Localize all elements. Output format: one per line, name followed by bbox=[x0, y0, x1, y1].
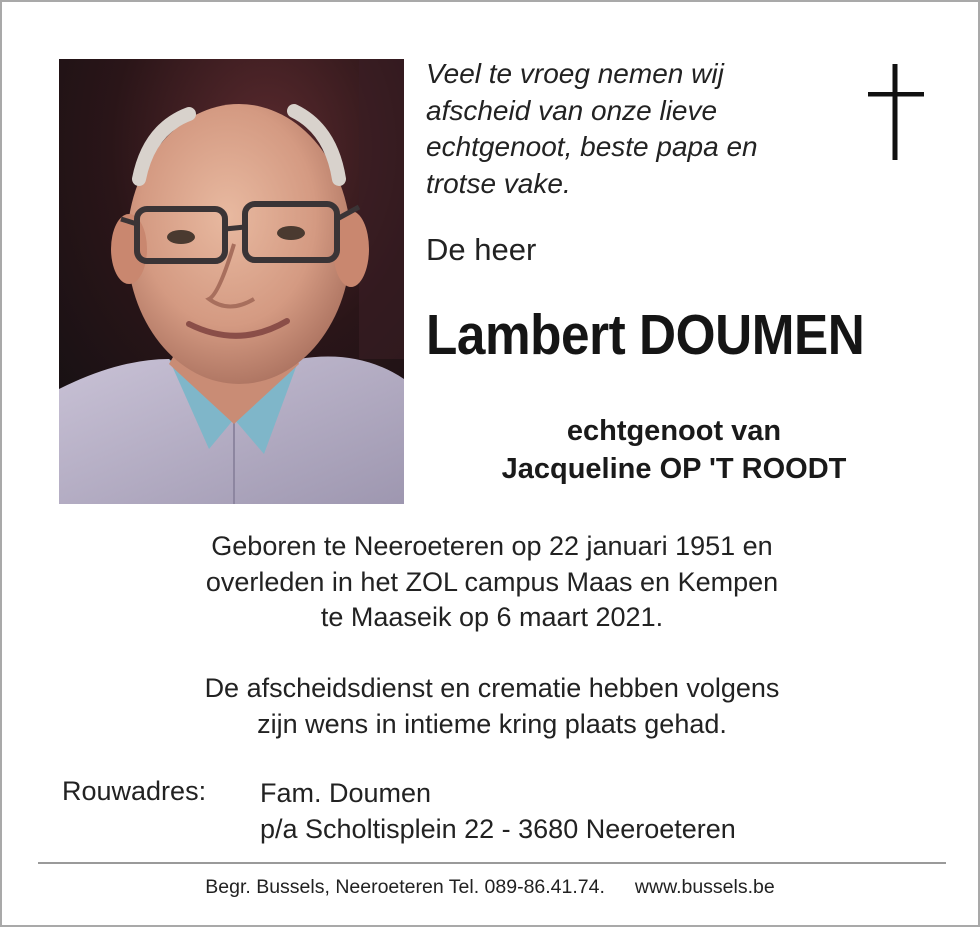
info-line: overleden in het ZOL campus Maas en Kempen bbox=[205, 566, 779, 597]
spouse-info bbox=[432, 412, 916, 488]
cross-icon bbox=[868, 64, 924, 160]
spouse-line: echtgenoot van bbox=[566, 415, 782, 447]
intro-line: Veel te vroeg nemen wij bbox=[426, 58, 724, 89]
info-line: te Maaseik op 6 maart 2021. bbox=[320, 602, 664, 632]
divider bbox=[38, 862, 946, 864]
intro-line: echtgenoot, beste papa en bbox=[426, 131, 758, 162]
info-line: Geboren te Neeroeteren op 22 januari 1951 en bbox=[211, 531, 773, 561]
address-line: p/a Scholtisplein 22 - 3680 Neeroeteren bbox=[260, 813, 736, 844]
portrait-photo bbox=[59, 59, 404, 504]
info-line: De afscheidsdienst en crematie hebben volgens bbox=[204, 673, 780, 703]
intro-line: trotse vake. bbox=[426, 167, 571, 199]
deceased-name: Lambert DOUMEN bbox=[426, 303, 865, 367]
footer bbox=[2, 876, 978, 899]
address-label: Rouwadres: bbox=[62, 776, 207, 806]
address-line: Fam. Doumen bbox=[260, 778, 432, 808]
intro-line: afscheid van onze lieve bbox=[426, 94, 718, 126]
undertaker-info: Begr. Bussels, Neeroeteren Tel. 089-86.41.74. bbox=[205, 876, 605, 898]
website-link[interactable]: www.bussels.be bbox=[634, 876, 775, 898]
spouse-name: Jacqueline OP 'T ROODT bbox=[501, 453, 847, 485]
address-lines bbox=[260, 776, 736, 847]
intro-text bbox=[426, 56, 846, 202]
honorific: De heer bbox=[426, 232, 537, 267]
birth-death-info bbox=[62, 529, 922, 636]
service-info bbox=[62, 671, 922, 742]
info-line: zijn wens in intieme kring plaats gehad. bbox=[257, 708, 727, 739]
